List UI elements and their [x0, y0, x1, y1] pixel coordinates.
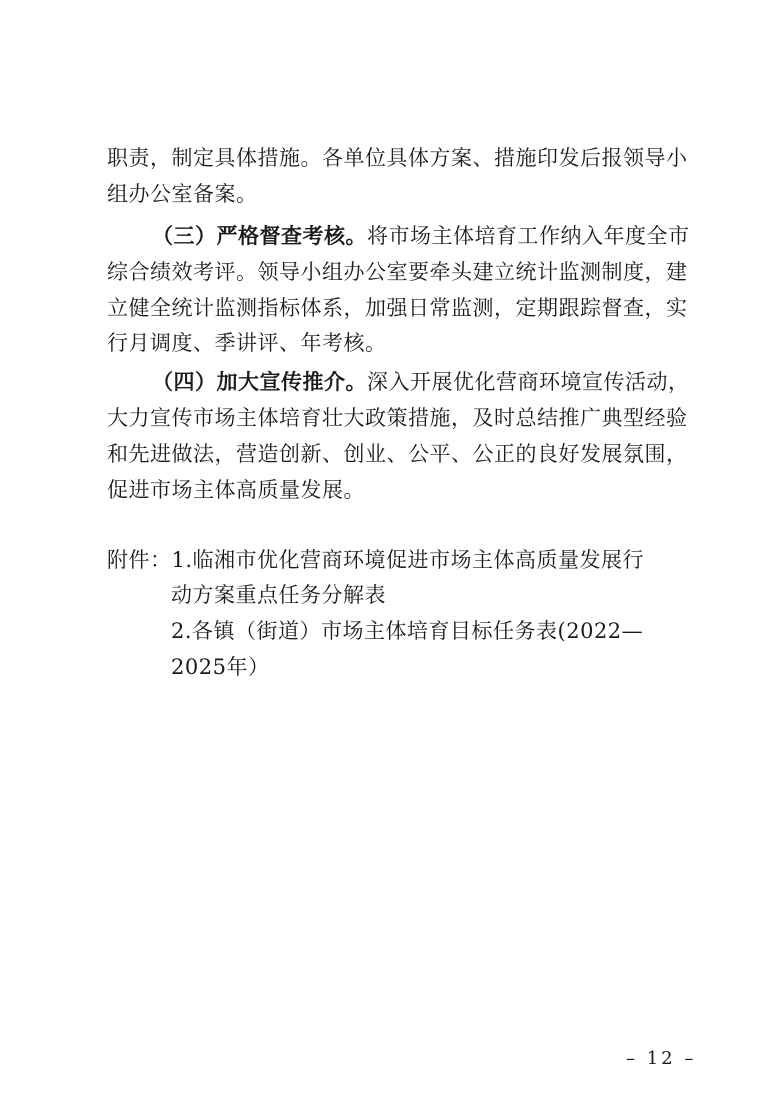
body-text-line: 组办公室备案。: [107, 182, 258, 206]
paragraph-first-line: [152, 222, 690, 250]
section-heading: （四）加大宣传推介。: [152, 369, 367, 394]
body-text-line: 行月调度、季讲评、年考核。: [107, 331, 387, 355]
body-text: 将市场主体培育工作纳入年度全市: [367, 224, 690, 248]
section-heading: （三）严格督查考核。: [152, 223, 367, 248]
attachment-line: [107, 546, 644, 574]
body-text-line: 立健全统计监测指标体系，加强日常监测，定期跟踪督查，实: [107, 296, 688, 320]
attachment-item-1: 1.临湘市优化营商环境促进市场主体高质量发展行: [171, 548, 645, 572]
attachment-item-2: 2.各镇（街道）市场主体培育目标任务表(2022—: [171, 619, 644, 643]
attachment-label: 附件：: [107, 548, 172, 572]
attachment-item-1-continued: 动方案重点任务分解表: [171, 583, 386, 607]
body-text-line: 综合绩效考评。领导小组办公室要牵头建立统计监测制度，建: [107, 260, 688, 284]
body-text: 深入开展优化营商环境宣传活动，: [367, 370, 690, 394]
body-text-line: 职责，制定具体措施。各单位具体方案、措施印发后报领导小: [107, 146, 688, 170]
body-text-line: 大力宣传市场主体培育壮大政策措施，及时总结推广典型经验: [107, 406, 688, 430]
paragraph-first-line: [152, 368, 690, 396]
body-text-line: 促进市场主体高质量发展。: [107, 478, 365, 502]
attachment-item-2-continued: 2025年）: [171, 655, 270, 679]
page-number: – 12 –: [626, 1048, 697, 1069]
body-text-line: 和先进做法，营造创新、创业、公平、公正的良好发展氛围，: [107, 442, 688, 466]
